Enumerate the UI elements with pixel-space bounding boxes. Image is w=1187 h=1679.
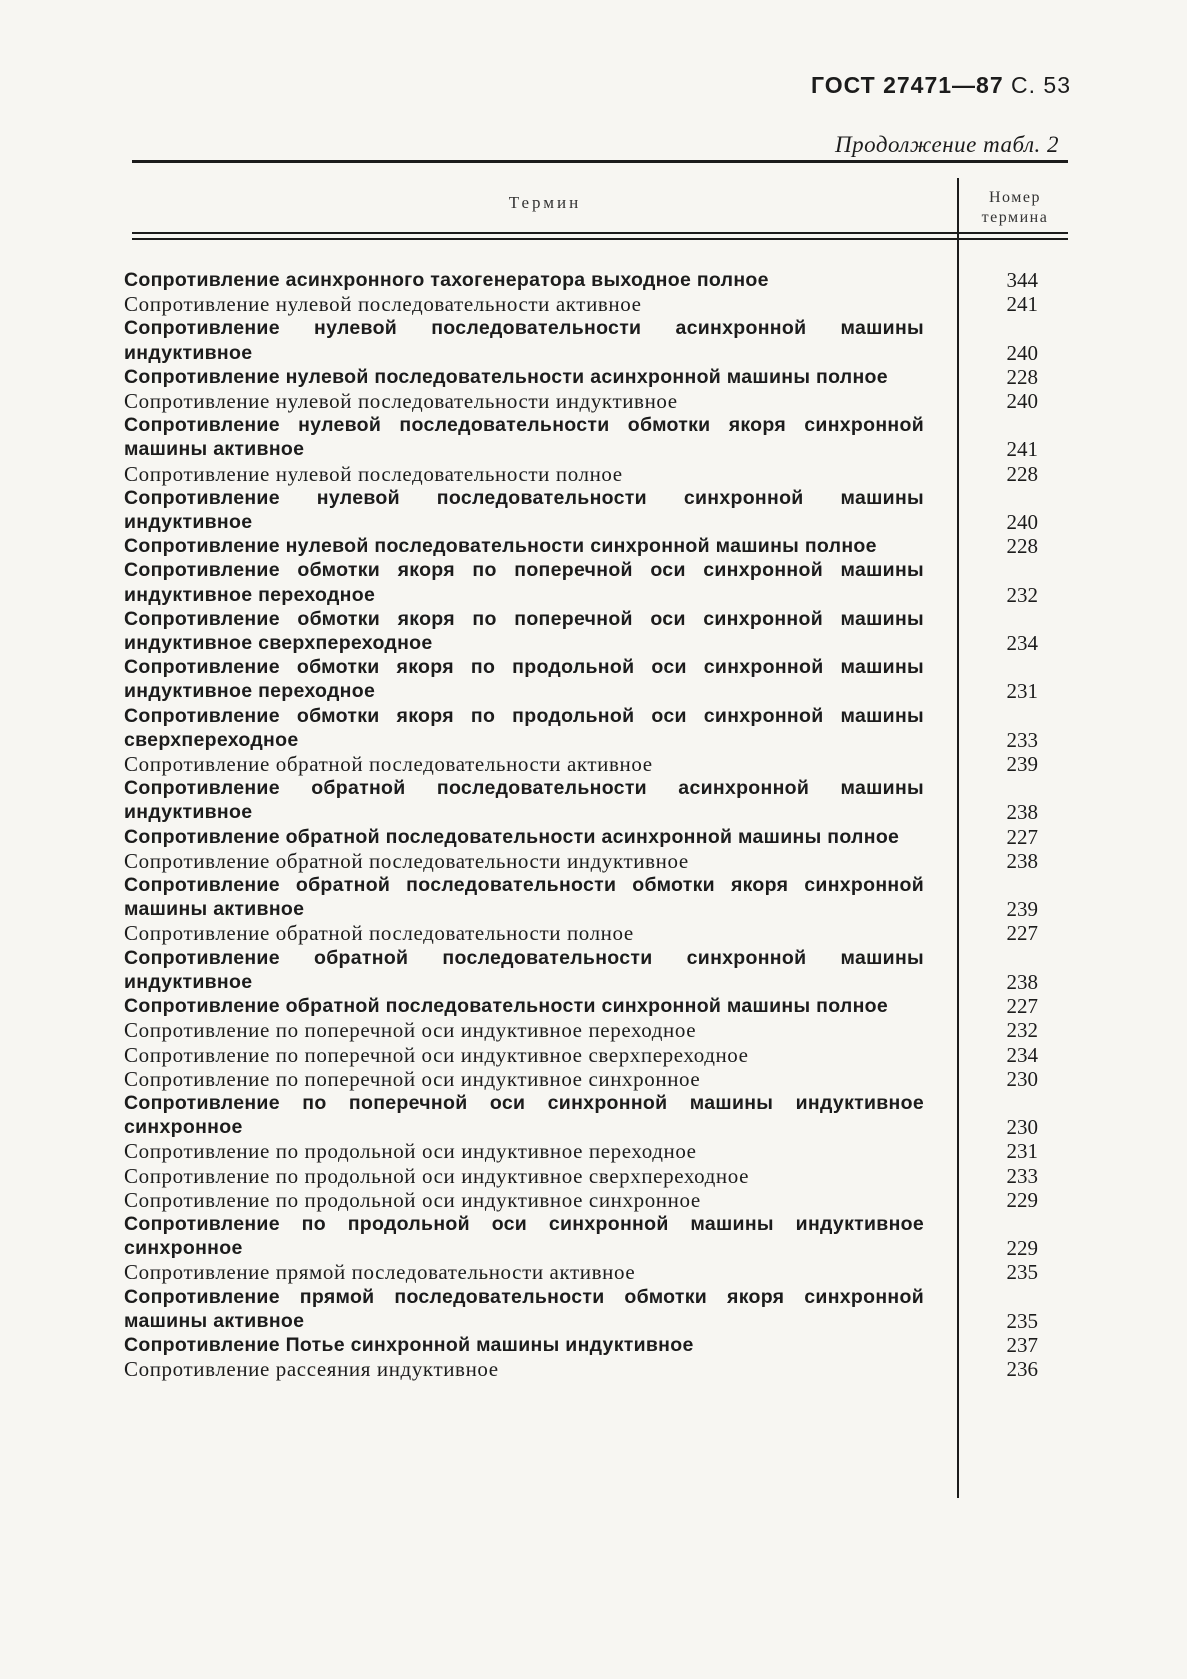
term-number: 228 [1006,534,1038,559]
table-row [124,462,1070,486]
term-number: 240 [1006,340,1038,365]
table-row [124,1043,1070,1067]
term-number: 234 [1006,1042,1038,1067]
term-number: 344 [1006,268,1038,292]
term-text: Сопротивление нулевой последовательности синхронной машины индуктивное [124,486,924,534]
term-text: Сопротивление прямой последовательности обмотки якоря синхронной машины активное [124,1285,924,1332]
column-header-number [962,188,1068,228]
term-number: 236 [1006,1357,1038,1382]
term-number: 241 [1006,292,1038,317]
table-row [124,704,1070,752]
table-row [124,1091,1070,1139]
column-header-term: Термин [508,193,582,212]
table-row [124,1067,1070,1091]
term-number: 233 [1006,727,1038,752]
table-row [124,607,1070,655]
table-row [124,1188,1070,1212]
term-text: Сопротивление нулевой последовательности активное [124,292,642,317]
term-number: 241 [1006,437,1038,462]
table-row [124,1333,1070,1357]
term-number: 229 [1006,1187,1038,1212]
table-row [124,316,1070,364]
page-header [811,72,1071,99]
term-text: Сопротивление обратной последовательности полное [124,921,634,946]
term-text: Сопротивление нулевой последовательности обмотки якоря синхронной машины активное [124,414,924,461]
term-text: Сопротивление обратной последовательности индуктивное [124,848,689,873]
term-text: Сопротивление нулевой последовательности индуктивное [124,389,678,414]
term-text: Сопротивление по продольной оси индуктивное переходное [124,1139,697,1164]
term-text: Сопротивление асинхронного тахогенератора выходное полное [124,269,769,291]
table-row [124,921,1070,945]
term-number: 240 [1006,389,1038,414]
term-text: Сопротивление обратной последовательности обмотки якоря синхронной машины активное [124,874,924,921]
table-row [124,292,1070,316]
term-number: 227 [1006,921,1038,946]
term-text: Сопротивление Потье синхронной машины индуктивное [124,1333,694,1356]
term-number: 227 [1006,824,1038,849]
table-row [124,389,1070,413]
table-row [124,365,1070,389]
table-top-rule [132,160,1068,163]
term-number: 239 [1006,897,1038,922]
term-number: 231 [1006,1139,1038,1164]
term-number: 240 [1006,510,1038,535]
term-text: Сопротивление обмотки якоря по поперечной оси синхронной машины индуктивное сверхпереходное [124,607,924,655]
term-text: Сопротивление по поперечной оси синхронной машины индуктивное синхронное [124,1091,924,1139]
column-header-number-line1: Номер [989,189,1041,206]
table-row [124,1018,1070,1042]
table-row [124,825,1070,849]
term-number: 238 [1006,800,1038,825]
term-text: Сопротивление нулевой последовательности полное [124,461,623,486]
table-row [124,1164,1070,1188]
table-row [124,1260,1070,1284]
term-text: Сопротивление обратной последовательности синхронной машины индуктивное [124,946,924,993]
term-number: 232 [1006,1018,1038,1043]
term-text: Сопротивление обратной последовательности асинхронной машины полное [124,825,900,848]
table-row [124,849,1070,873]
term-number: 228 [1006,461,1038,486]
table-row [124,873,1070,921]
column-header-number-line2: термина [981,209,1049,226]
table-row [124,1212,1070,1260]
term-number: 228 [1006,364,1038,389]
table-row [124,655,1070,703]
term-text: Сопротивление обратной последовательности асинхронной машины индуктивное [124,777,924,824]
term-number: 234 [1006,631,1038,656]
term-text: Сопротивление обмотки якоря по продольной оси синхронной машины сверхпереходное [124,704,924,751]
table-row [124,752,1070,776]
term-number: 235 [1006,1260,1038,1285]
term-text: Сопротивление нулевой последовательности асинхронной машины индуктивное [124,317,924,364]
term-number: 231 [1006,679,1038,704]
term-number: 238 [1006,969,1038,994]
table-row [124,946,1070,994]
table-row [124,1285,1070,1333]
term-number: 230 [1006,1066,1038,1091]
table-continuation-caption: Продолжение табл. 2 [835,132,1059,157]
page-number: С. 53 [1011,72,1071,98]
term-number: 233 [1006,1163,1038,1188]
table-header-rule [132,232,1068,240]
table-row [124,413,1070,461]
term-number: 229 [1006,1236,1038,1261]
term-text: Сопротивление нулевой последовательности асинхронной машины полное [124,365,888,388]
term-text: Сопротивление обратной последовательности активное [124,752,653,777]
table-row [124,486,1070,534]
term-index-table [124,268,1070,1381]
term-number: 230 [1006,1115,1038,1140]
term-text: Сопротивление обмотки якоря по продольной оси синхронной машины индуктивное переходное [124,656,924,703]
term-text: Сопротивление по продольной оси индуктивное синхронное [124,1187,701,1212]
table-row [124,1357,1070,1381]
table-row [124,1139,1070,1163]
term-text: Сопротивление рассеяния индуктивное [124,1357,499,1382]
term-number: 227 [1006,994,1038,1019]
term-text: Сопротивление обмотки якоря по поперечной оси синхронной машины индуктивное переходное [124,559,924,606]
term-number: 232 [1006,582,1038,607]
term-text: Сопротивление по продольной оси синхронной машины индуктивное синхронное [124,1212,924,1260]
term-text: Сопротивление обратной последовательности синхронной машины полное [124,995,889,1018]
table-row [124,534,1070,558]
standard-number: ГОСТ 27471—87 [810,72,1004,98]
term-text: Сопротивление нулевой последовательности синхронной машины полное [124,535,877,558]
term-text: Сопротивление прямой последовательности активное [124,1260,636,1285]
term-number: 237 [1006,1332,1038,1357]
term-number: 235 [1006,1308,1038,1333]
term-number: 239 [1006,752,1038,777]
table-row [124,268,1070,292]
term-text: Сопротивление по поперечной оси индуктивное синхронное [124,1066,701,1091]
table-row [124,994,1070,1018]
term-text: Сопротивление по поперечной оси индуктивное сверхпереходное [124,1042,749,1067]
term-text: Сопротивление по продольной оси индуктивное сверхпереходное [124,1163,750,1188]
term-text: Сопротивление по поперечной оси индуктивное переходное [124,1018,697,1043]
table-row [124,558,1070,606]
table-row [124,776,1070,824]
term-number: 238 [1006,848,1038,873]
